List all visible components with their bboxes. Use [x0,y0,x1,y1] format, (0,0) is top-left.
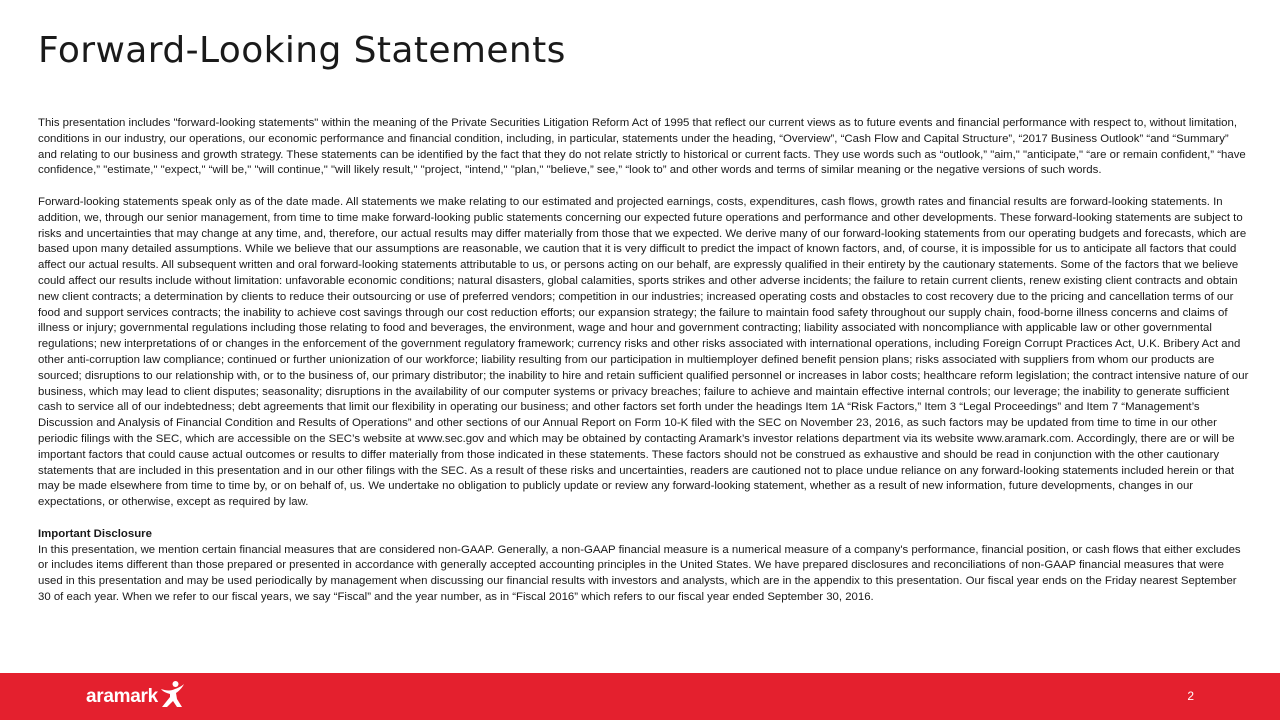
footer-bar [0,673,1280,720]
slide-body [38,116,1250,606]
risk-factors-paragraph: Forward-looking statements speak only as of the date made. All statements we make relating to our estimated and projected earnings, costs, expenditures, cash flows, growth rates and financial results are forward-looking statements. In addition, we, through our senior management, from time to time make forward-looking public statements concerning our expected future operations and performance and other developments. These forward-looking statements are subject to risks and uncertainties that may change at any time, and, therefore, our actual results may differ materially from those that we expected. We derive many of our forward-looking statements from our operating budgets and forecasts, which are based upon many detailed assumptions. While we believe that our assumptions are reasonable, we caution that it is very difficult to predict the impact of known factors, and, of course, it is impossible for us to anticipate all factors that could affect our actual results. All subsequent written and oral forward-looking statements attributable to us, or persons acting on our behalf, are expressly qualified in their entirety by the cautionary statements. Some of the factors that we believe could affect our results include without limitation: unfavorable economic conditions; natural disasters, global calamities, sports strikes and other adverse incidents; the failure to retain current clients, renew existing client contracts and obtain new client contracts; a determination by clients to reduce their outsourcing or use of preferred vendors; competition in our industries; increased operating costs and obstacles to cost recovery due to the pricing and cancellation terms of our food and support services contracts; the inability to achieve cost savings through our cost reduction efforts; our expansion strategy; the failure to maintain food safety throughout our supply chain, food-borne illness concerns and claims of illness or injury; governmental regulations including those relating to food and beverages, the environment, wage and hour and government contracting; liability associated with noncompliance with applicable law or other governmental regulations; new interpretations of or changes in the enforcement of the government regulatory framework; currency risks and other risks associated with international operations, including Foreign Corrupt Practices Act, U.K. Bribery Act and other anti-corruption law compliance; continued or further unionization of our workforce; liability resulting from our participation in multiemployer defined benefit pension plans; risks associated with suppliers from whom our products are sourced; disruptions to our relationship with, or to the business of, our primary distributor; the inability to hire and retain sufficient qualified personnel or increases in labor costs; healthcare reform legislation; the contract intensive nature of our business, which may lead to client disputes; seasonality; disruptions in the availability of our computer systems or privacy breaches; failure to achieve and maintain effective internal controls; our leverage; the inability to generate sufficient cash to service all of our indebtedness; debt agreements that limit our flexibility in operating our business; and other factors set forth under the headings Item 1A “Risk Factors,” Item 3 “Legal Proceedings” and Item 7 “Management’s Discussion and Analysis of Financial Condition and Results of Operations” and other sections of our Annual Report on Form 10-K filed with the SEC on November 23, 2016, as such factors may be updated from time to time in our other periodic filings with the SEC, which are accessible on the SEC’s website at www.sec.gov and which may be obtained by contacting Aramark’s investor relations department via its website www.aramark.com. Accordingly, there are or will be important factors that could cause actual outcomes or results to differ materially from those indicated in these statements. These factors should not be construed as exhaustive and should be read in conjunction with the other cautionary statements that are included in this presentation and in our other filings with the SEC. As a result of these risks and uncertainties, readers are cautioned not to place undue reliance on any forward-looking statements included herein or that may be made elsewhere from time to time by, or on behalf of, us. We undertake no obligation to publicly update or review any forward-looking statement, whether as a result of new information, future developments, changes in our expectations, or otherwise, except as required by law. [38,195,1249,509]
aramark-logo [86,682,185,712]
intro-paragraph: This presentation includes "forward-looking statements" within the meaning of the Private Securities Litigation Reform Act of 1995 that reflect our current views as to future events and financial performance with respect to, without limitation, conditions in our industry, our operations, our economic performance and financial condition, including, in particular, statements under the heading, “Overview”, “Cash Flow and Capital Structure”, “2017 Business Outlook” “and “Summary” and relating to our business and growth strategy. These statements can be identified by the fact that they do not relate strictly to historical or current facts. They use words such as “outlook,” "aim," "anticipate," “are or remain confident,” “have confidence,” "estimate," "expect," “will be," "will continue," "will likely result," "project, "intend," "plan," "believe,” see,” “look to” and other words and terms of similar meaning or the negative versions of such words. [38,117,1246,177]
star-person-icon [159,680,185,708]
slide-title: Forward-Looking Statements [38,30,566,71]
logo-wordmark: aramark [86,686,158,707]
disclosure-paragraph: In this presentation, we mention certain financial measures that are considered non-GAAP. Generally, a non-GAAP financial measure is a numerical measure of a company's performance, financial position, or cash flows that either excludes or includes items different than those prepared or presented in accordance with generally accepted accounting principles in the United States. We have prepared disclosures and reconciliations of non-GAAP financial measures that were used in this presentation and may be used periodically by management when discussing our financial results with investors and analysts, which are in the appendix to this presentation. Our fiscal year ends on the Friday nearest September 30 of each year. When we refer to our fiscal years, we say “Fiscal” and the year number, as in “Fiscal 2016” which refers to our fiscal year ended September 30, 2016. [38,543,1241,603]
page-number: 2 [1187,689,1194,703]
disclosure-heading: Important Disclosure [38,527,152,540]
